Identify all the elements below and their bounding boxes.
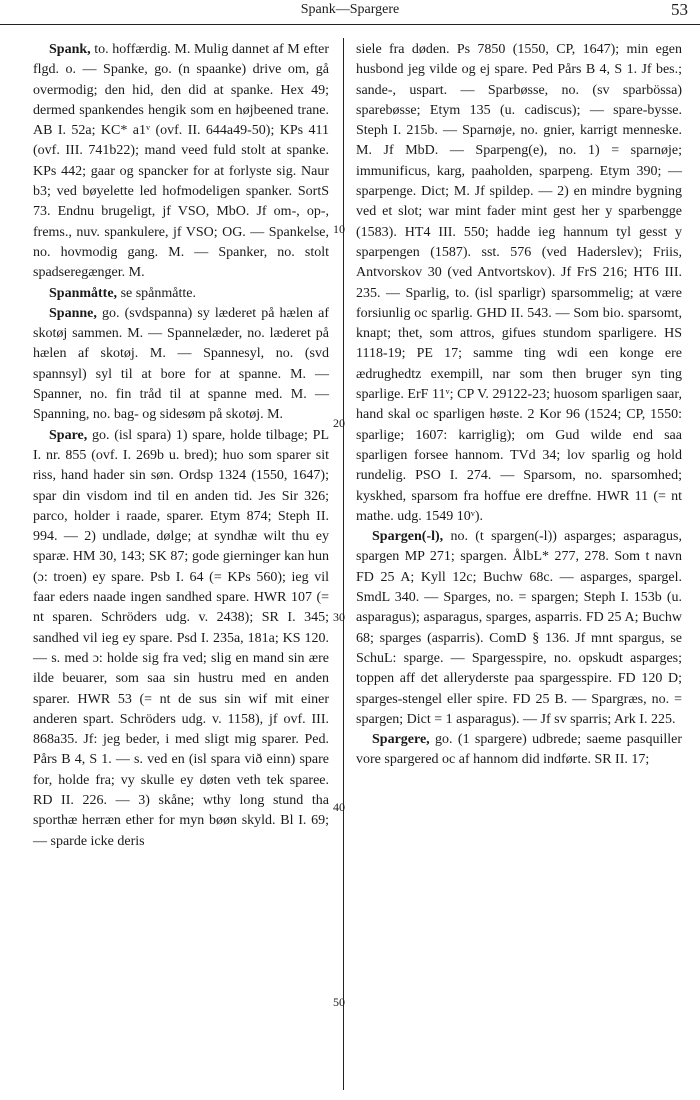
running-title: Spank—Spargere bbox=[300, 2, 400, 17]
left-column bbox=[33, 40, 329, 852]
dictionary-entry bbox=[33, 304, 329, 426]
headword: Spargen(-l), bbox=[372, 529, 444, 545]
entry-text: no. (t spargen(-l)) asparges; asparagus, spargen MP 271; spargen. ÅlbL* 277, 278. Som t navn FD 25 A; Kyll 12c; Buchw 68c. — asparges, spargel. SmdL 340. — Sparges, no. = spargen; Steph I. 153b (u. asparagus); asparagus, sparges, asparris. FD 25 A; Buchw 68; sparges (asparris). ComD § 136. Jf mnt spargus, se SchuL: sparge. — Spargesspire, no. opskudt asparges; toppen aff det alleryderste paa spargesspire. FD 120 D; sparges-stengel eller spire. FD 25 B. — Spargræs, no. = spargen; Dict = 1 asparagus). — Jf sv sparris; Ark I. 225. bbox=[356, 529, 682, 727]
entry-text: siele fra døden. Ps 7850 (1550, CP, 1647); min egen husbond jeg vilde og ej spare. Ped Pårs B 4, S 1. Jf bes.; sande-, uspart. — Sparbøsse, no. (sv sparbössa) sparebøsse; Etym 135 (u. cadiscus); — spare-bysse. Steph I. 215b. — Sparnøje, no. gnier, karrigt menneske. M. Jf MbD. — Sparpeng(e), no. 1) = sparnøje; immunificus, karg, paaholden, sparpeng. Etym 390; — sparpenge. Dict; M. Jf spildep. — 2) en mindre bygning ved et slot; war mint fader mint gest her y sparbengge (1583). HT4 III. 550; hadde ieg hannum tyl gesst y sparpengen (1587). sst. 576 (ved Haderslev); Friis, Antvorskov 30 (ved Antvortskov). Jf FrS 216; HT6 III. 235. — Sparlig, to. (isl sparligr) sparsommelig; at være forsiunlig oc sparlig. GHD II. 543. — Som bio. sparsomt, knapt; thet, som attros, gifues stundom sparligere. HS 1118-19; PE 17; samme ting wdi een konge ere ædrughedtz exempill, nar som then bruger syn ting sparlige. ErF 11ᵛ; CP V. 29122-23; huosom sparligen saar, hand skal oc sparligen høste. 2 Kor 96 (1524; CP, 1550: sparlige; 1607: karriglig); om Gud wilde end saa sparligen forsee hannom. TVd 34; lov sparlig og hold rundelig. PSO I. 274. — Sparsom, no. sparsomhed; kyskhed, sparsom fra hoffue ere dreffne. HWR 11 (= nt mathe. udg. 1549 10ᵛ). bbox=[356, 42, 682, 524]
right-column bbox=[356, 40, 682, 771]
line-number: 40 bbox=[333, 800, 345, 814]
line-number: 30 bbox=[333, 610, 345, 624]
dictionary-entry bbox=[356, 527, 682, 730]
dictionary-entry bbox=[33, 426, 329, 852]
page-header bbox=[0, 0, 700, 25]
line-number: 50 bbox=[333, 995, 345, 1009]
dictionary-entry bbox=[33, 40, 329, 284]
entry-text: se spånmåtte. bbox=[117, 285, 196, 301]
headword: Spanne, bbox=[49, 305, 97, 321]
dictionary-entry bbox=[356, 730, 682, 771]
page-number: 53 bbox=[671, 0, 688, 19]
line-number: 20 bbox=[333, 416, 345, 430]
headword: Spare, bbox=[49, 427, 88, 443]
entry-text: go. (1 spargere) udbrede; saeme pasquiller vore spargered oc af hannom did indførte. SR II. 17; bbox=[356, 732, 682, 768]
dictionary-entry bbox=[33, 284, 329, 304]
headword: Spanmåtte, bbox=[49, 285, 118, 301]
entry-text: go. (isl spara) 1) spare, holde tilbage; PL I. nr. 855 (ovf. I. 269b u. bred); huo som sparer sit riss, hand hader sin søn. Ordsp 1324 (1550, 1647); spar din visdom ind til en anden tid. Jes Sir 326; parco, holder i raade, sparer. Etym 874; Steph II. 994. — 2) undlade, dølge; at syndhæ wilt thu ey sparæ. HM 30, 143; SK 87; gode gierninger kan hun (ɔ: troen) ey spare. Psb I. 64 (= KPs 560); ieg vil faar eders naade ingen sandhed spare. HWR 107 (= nt sparen. Schröders udg. v. 2438); SR I. 345; sandhed vil ieg ey spare. Psd I. 235a, 181a; KS 120. — s. med ɔ: holde sig fra ved; slig en mand sin ære ilde beuarer, som saa sin hustru med en anden sparer. HWR 53 (= nt de sus sin wif mit einer anderen spart. Schröders udg. v. 1158), jf ovf. III. 868a35. Jf: jeg beder, i med sligt mig sparer. Ped. Pårs B 4, S 1. — s. ved en (isl spara við einn) spare for, holde fra; vy skulle ey døten veth tek sparee. RD II. 226. — 3) skåne; wthy long stund tha sporthæ herræn ether for myn bøøn skyld. Bl I. 69; — sparde icke deris bbox=[33, 427, 329, 849]
entry-text: go. (svdspanna) sy læderet på hælen af skotøj sammen. M. — Spannelæder, no. læderet på hælen af skotøj. M. — Spannesyl, no. (svd spannsyl) syl til at bore for at spanne. M. — Spanner, no. fin tråd til at spanne med. M. — Spanning, no. bag- og sidesøm på skotøj. M. bbox=[33, 305, 329, 423]
column-divider bbox=[343, 38, 344, 1090]
dictionary-entry bbox=[356, 40, 682, 527]
entry-text: to. hoffærdig. M. Mulig dannet af M efter flgd. o. — Spanke, go. (n spaanke) drive om, gå overmodig; den hid, den did at spanke. Hex 49; dermed spankendes hengik som en højbeened trane. AB I. 52a; KC* a1ᵛ (ovf. II. 644a49-50); KPs 411 (ovf. III. 741b22); mand veed fuld stolt at spanke. KPs 442; gaar og spancker for at forlyste sig. Naur b3; ved bøyelette led hofmodeligen spanker. SortS 73. Endnu brugeligt, jf VSO, MbO. Jf om-, op-, frems., nuv. spankulere, jf VSO; OG. — Spankelse, no. hovmodig gang. M. — Spanker, no. stolt spadseregænger. M. bbox=[33, 42, 329, 281]
headword: Spank, bbox=[49, 42, 91, 57]
headword: Spargere, bbox=[372, 732, 430, 748]
line-number: 10 bbox=[333, 222, 345, 236]
